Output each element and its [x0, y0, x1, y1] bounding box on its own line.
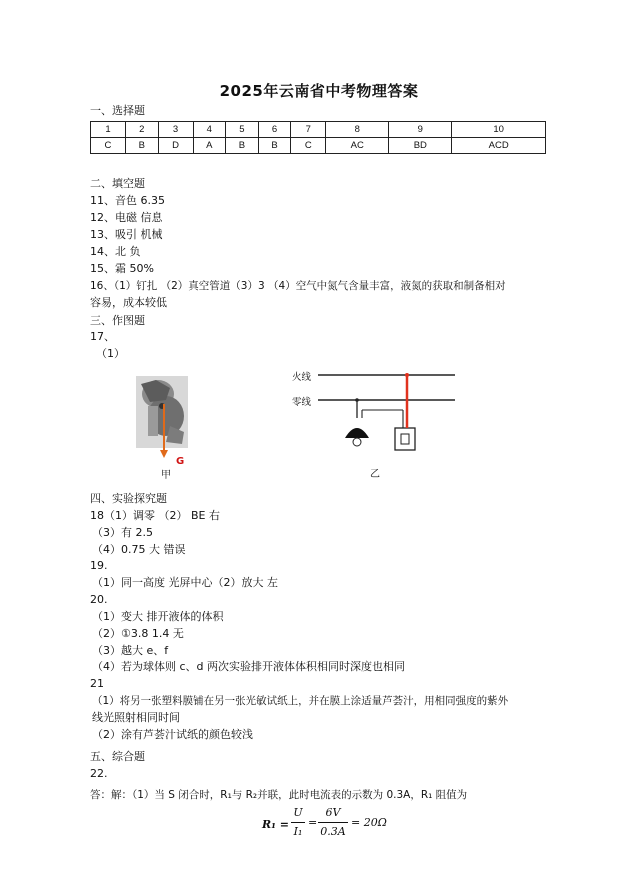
question-part: （1） — [96, 347, 125, 360]
switch-icon — [395, 428, 415, 450]
answer-line: 12、电磁 信息 — [90, 211, 163, 224]
table-row — [91, 122, 546, 138]
table-cell: D — [158, 138, 193, 154]
answer-line: 16、（1）钉扎 （2）真空管道（3）3 （4）空气中氮气含量丰富，液氮的获取和制备相对 — [90, 280, 506, 292]
answer-line: 线光照射相同时间 — [92, 711, 180, 724]
table-cell: ACD — [452, 138, 546, 154]
table-cell: B — [258, 138, 291, 154]
equation-result: = 20Ω — [351, 816, 387, 829]
answer-line: （3）越大 e、f — [92, 644, 169, 657]
answer-line: 18（1）调零 （2） BE 右 — [90, 509, 220, 522]
answer-table — [90, 121, 546, 154]
fraction-bar — [318, 822, 348, 823]
table-cell: 6 — [258, 122, 291, 138]
answer-line: （1）将另一张塑料膜铺在另一张光敏试纸上，并在膜上涂适量芦荟汁，用相同强度的紫外 — [92, 695, 509, 707]
section2-heading: 二、填空题 — [90, 177, 145, 190]
circuit-diagram — [315, 366, 460, 461]
table-row — [91, 138, 546, 154]
figure-yi-label: 乙 — [370, 469, 380, 480]
answer-line: 21 — [90, 677, 104, 690]
equation-numerator: 6V — [325, 806, 341, 819]
section5-heading: 五、综合题 — [90, 750, 145, 763]
neutral-wire-label: 零线 — [292, 397, 312, 408]
table-cell: 1 — [91, 122, 126, 138]
answer-line: 容易，成本较低 — [90, 296, 167, 309]
answer-line: （4）0.75 大 错误 — [92, 543, 186, 556]
table-cell: B — [226, 138, 259, 154]
table-cell: 9 — [389, 122, 452, 138]
equation-equals: = — [308, 816, 318, 829]
equation-denominator: I₁ — [293, 825, 303, 838]
section4-heading: 四、实验探究题 — [90, 492, 167, 505]
table-cell: B — [125, 138, 158, 154]
page-title: 2025年云南省中考物理答案 — [219, 82, 419, 100]
figure-jia-label: 甲 — [161, 470, 171, 481]
answer-line: 15、霜 50% — [90, 262, 154, 275]
table-cell: AC — [326, 138, 389, 154]
table-cell: 5 — [226, 122, 259, 138]
force-label-g: G — [176, 456, 185, 467]
answer-line: （1）变大 排开液体的体积 — [92, 610, 224, 623]
table-cell: 10 — [452, 122, 546, 138]
table-cell: A — [193, 138, 226, 154]
equation-denominator: 0.3A — [320, 825, 346, 838]
answer-line: （2）涂有芦荟汁试纸的颜色较浅 — [92, 728, 253, 741]
table-cell: 7 — [291, 122, 326, 138]
answer-line: （2）①3.8 1.4 无 — [92, 627, 184, 640]
answer-line: 答：解：（1）当 S 闭合时，R₁与 R₂并联，此时电流表的示数为 0.3A，R₁ 阻值为 — [90, 789, 468, 801]
answer-line: 19. — [90, 559, 108, 572]
question-number: 17、 — [90, 330, 115, 343]
equation-lhs: R₁ = — [262, 818, 290, 831]
live-wire-label: 火线 — [292, 372, 312, 383]
table-cell: C — [91, 138, 126, 154]
table-cell: 4 — [193, 122, 226, 138]
table-cell: BD — [389, 138, 452, 154]
table-cell: 8 — [326, 122, 389, 138]
answer-line: 11、音色 6.35 — [90, 194, 165, 207]
lamp-icon — [345, 428, 369, 438]
equation-numerator: U — [293, 806, 303, 819]
fraction-bar — [291, 822, 305, 823]
question-number: 22. — [90, 767, 108, 780]
answer-line: （4）若为球体则 c、d 两次实验排开液体体积相同时深度也相同 — [92, 660, 406, 673]
answer-line: 14、北 负 — [90, 245, 141, 258]
table-cell: 2 — [125, 122, 158, 138]
table-cell: 3 — [158, 122, 193, 138]
answer-line: （1）同一高度 光屏中心（2）放大 左 — [92, 576, 278, 589]
answer-line: 20. — [90, 593, 108, 606]
answer-line: 13、吸引 机械 — [90, 228, 163, 241]
section3-heading: 三、作图题 — [90, 314, 145, 327]
table-cell: C — [291, 138, 326, 154]
answer-line: （3）有 2.5 — [92, 526, 153, 539]
section1-heading: 一、选择题 — [90, 104, 145, 117]
